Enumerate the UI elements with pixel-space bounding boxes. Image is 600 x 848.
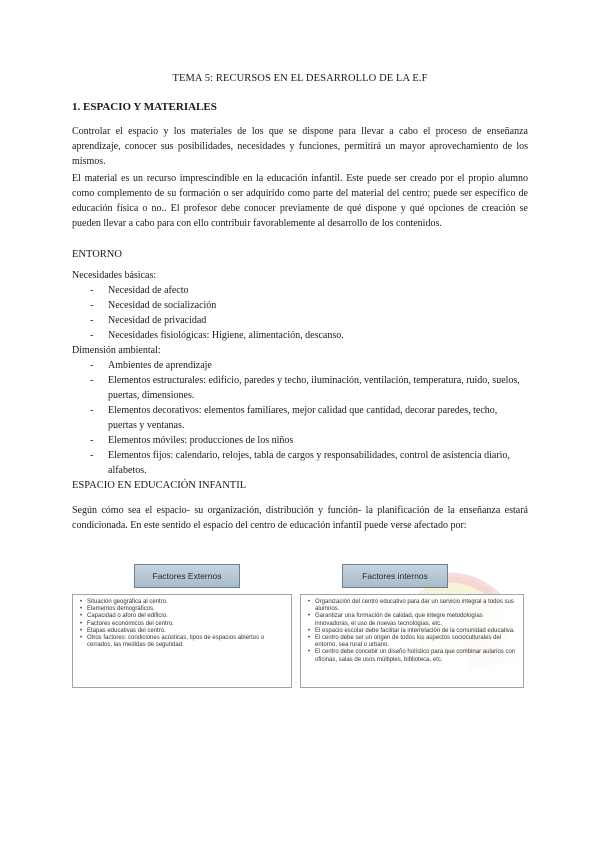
document-title: TEMA 5: RECURSOS EN EL DESARROLLO DE LA E.F (172, 73, 428, 84)
list-item: • El centro debe ser un origen de todos los aspectos socioculturales del entorno, sea rural o urbano. (315, 635, 517, 649)
factores-internos-box (300, 594, 524, 688)
list-item: • Organización del centro educativo para dar un servicio integral a todos sus alumnos. (315, 599, 517, 613)
entorno-block (72, 268, 528, 478)
list-item: • Otros factores: condiciones acústicas, tipos de espacios abiertos o cerrados, las medidas de seguridad. (87, 635, 285, 649)
list-item: • Capacidad o aforo del edificio. (87, 613, 285, 620)
dimension-label: Dimensión ambiental: (72, 345, 161, 356)
list-item: • Garantizar una formación de calidad, que integre metodologías innovadoras, el uso de nuevas tecnologías, etc. (315, 613, 517, 627)
list-item: • Situación geográfica al centro. (87, 599, 285, 606)
list-item: - Ambientes de aprendizaje (72, 358, 528, 373)
list-item: - Elementos estructurales: edificio, paredes y techo, iluminación, ventilación, temperatura, ruido, suelos, puertas, dimensiones. (72, 373, 528, 403)
material-paragraph: El material es un recurso imprescindible en la educación infantil. Este puede ser creado por el propio alumno como complemento de su formación o ser adquirido como parte del material del centro; puede ser específico de educación física o no.. El profesor debe conocer previamente de qué dispone y qué opciones de creación se pueden llevar a cabo para con ello contribuir favorablemente al desarrollo de los contenidos. (72, 173, 528, 229)
list-item: - Necesidad de privacidad (72, 313, 528, 328)
list-item: - Necesidad de socialización (72, 298, 528, 313)
list-item: • Elementos demográficos. (87, 606, 285, 613)
factores-externos-header: Factores Externos (134, 564, 240, 588)
entorno-heading: ENTORNO (72, 249, 122, 260)
list-item: - Necesidades fisiológicas: Higiene, alimentación, descanso. (72, 328, 528, 343)
factores-internos-header: Factores internos (342, 564, 448, 588)
list-item: • El espacio escolar debe facilitar la interrelación de la comunidad educativa. (315, 628, 517, 635)
intro-paragraph: Controlar el espacio y los materiales de los que se dispone para llevar a cabo el proceso de enseñanza aprendizaje, conocer sus posibilidades, necesidades y funciones, permitirá un mayor aprovechamiento de los mismos. (72, 126, 528, 167)
necesidades-list (72, 283, 528, 343)
list-item: - Necesidad de afecto (72, 283, 528, 298)
factores-externos-box (72, 594, 292, 688)
list-item: - Elementos decorativos: elementos familiares, mejor calidad que cantidad, decorar paredes, techo, puertas y ventanas. (72, 403, 528, 433)
list-item: • Factores económicos del centro. (87, 621, 285, 628)
list-item: • Etapas educativas del centro. (87, 628, 285, 635)
espacio-paragraph: Según cómo sea el espacio- su organización, distribución y función- la planificación de la enseñanza estará condicionada. En este sentido el espacio del centro de educación infantil puede verse afectado por: (72, 505, 528, 531)
list-item: - Elementos móviles: producciones de los niños (72, 433, 528, 448)
necesidades-label: Necesidades básicas: (72, 270, 157, 281)
list-item: - Elementos fijos: calendario, relojes, tabla de cargos y responsabilidades, control de asistencia diario, alfabetos. (72, 448, 528, 478)
espacio-heading: ESPACIO EN EDUCACIÓN INFANTIL (72, 480, 247, 491)
dimension-list (72, 358, 528, 478)
section-heading-espacio-materiales: 1. ESPACIO Y MATERIALES (72, 101, 217, 113)
factores-figure (72, 560, 530, 690)
list-item: • El centro debe concebir un diseño holístico para que combinar aularios con oficinas, salas de usos múltiples, biblioteca, etc. (315, 649, 517, 663)
